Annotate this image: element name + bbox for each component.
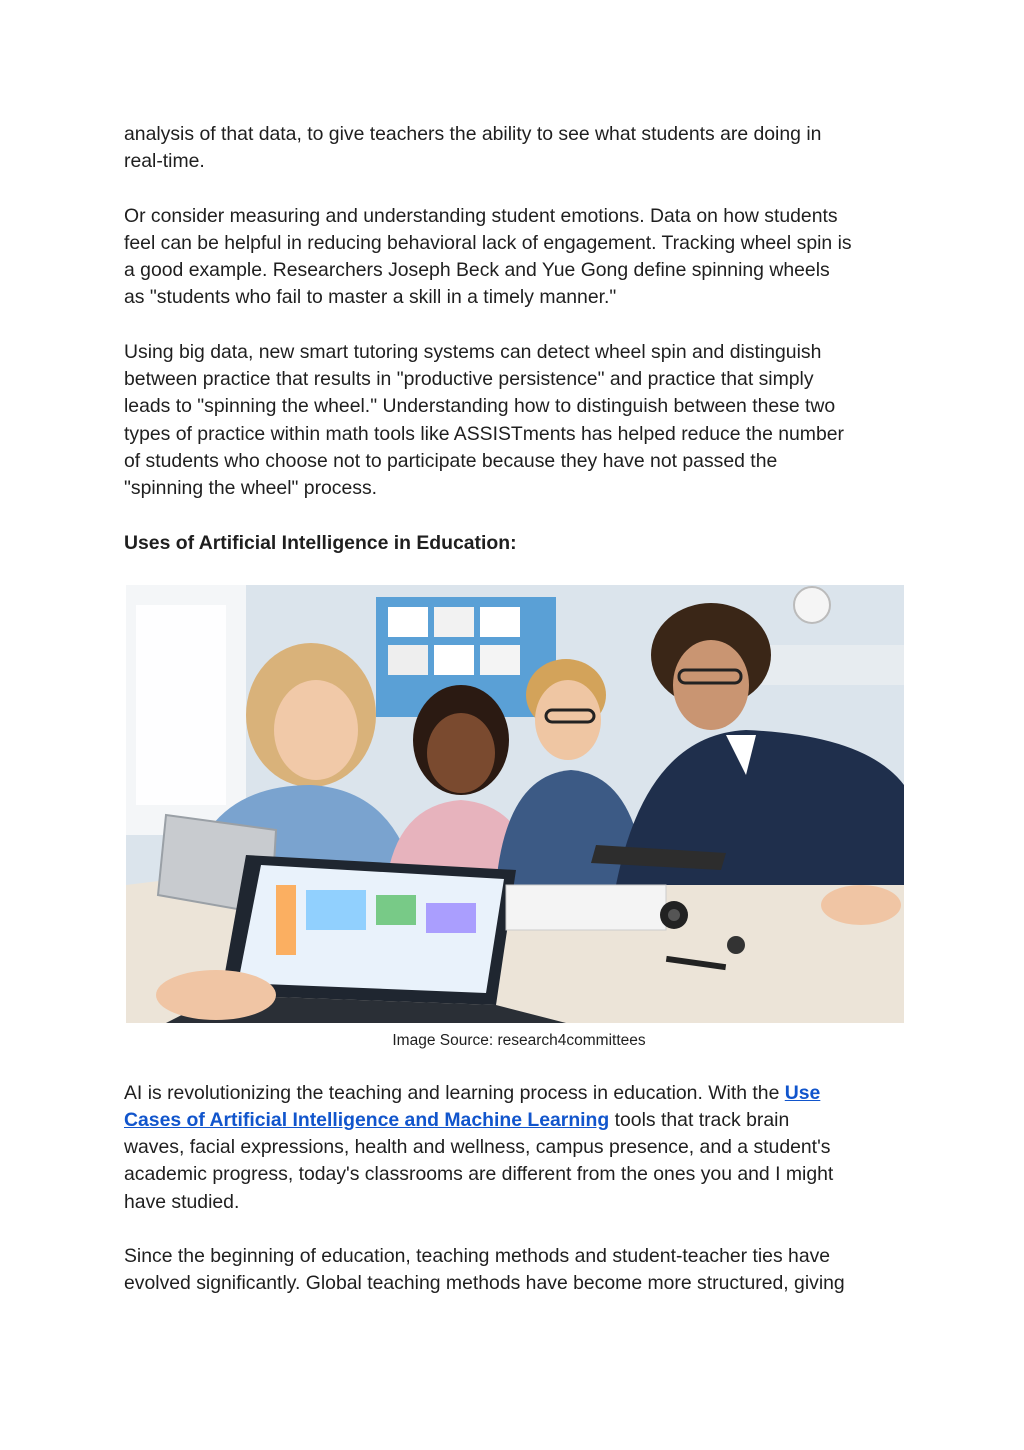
classroom-illustration xyxy=(126,585,904,1023)
text-line: a good example. Researchers Joseph Beck and Yue Gong define spinning wheels xyxy=(124,259,830,282)
text-line: between practice that results in "productive persistence" and practice that simply xyxy=(124,368,814,391)
text-line: Or consider measuring and understanding student emotions. Data on how students xyxy=(124,204,838,227)
text-line xyxy=(124,1080,914,1107)
use-cases-link-continued[interactable]: Cases of Artificial Intelligence and Machine Learning xyxy=(124,1108,610,1131)
text-line: real-time. xyxy=(124,150,205,173)
text-line: leads to "spinning the wheel." Understanding how to distinguish between these two xyxy=(124,395,836,418)
text-line: types of practice within math tools like ASSISTments has helped reduce the number xyxy=(124,422,844,445)
text-line: analysis of that data, to give teachers the ability to see what students are doing in xyxy=(124,123,822,145)
text-line: "spinning the wheel" process. xyxy=(124,477,378,500)
image-caption: Image Source: research4committees xyxy=(392,1031,646,1049)
text-line: Using big data, new smart tutoring systems can detect wheel spin and distinguish xyxy=(124,340,822,363)
paragraph-big-data xyxy=(124,339,914,503)
text-line: Since the beginning of education, teaching methods and student-teacher ties have xyxy=(124,1245,831,1268)
text-segment: tools that track brain xyxy=(609,1108,790,1131)
text-line: academic progress, today's classrooms are different from the ones you and I might xyxy=(124,1163,834,1186)
section-heading: Uses of Artificial Intelligence in Education: xyxy=(124,531,517,554)
paragraph-ai-revolution xyxy=(124,1080,914,1216)
text-line: as "students who fail to master a skill in a timely manner." xyxy=(124,286,617,309)
paragraph-student-emotions xyxy=(124,203,914,312)
paragraph-teaching-methods xyxy=(124,1243,914,1298)
text-line: of students who choose not to participate because they have not passed the xyxy=(124,449,778,472)
text-line: feel can be helpful in reducing behavioral lack of engagement. Tracking wheel spin is xyxy=(124,231,852,254)
classroom-photo xyxy=(126,585,904,1023)
text-line xyxy=(124,1107,914,1134)
paragraph-data-analysis xyxy=(124,121,914,176)
text-line: waves, facial expressions, health and wellness, campus presence, and a student's xyxy=(124,1136,831,1159)
text-line: evolved significantly. Global teaching methods have become more structured, giving xyxy=(124,1272,845,1295)
document-page xyxy=(124,121,914,1325)
use-cases-link[interactable]: Use xyxy=(784,1081,821,1104)
text-segment: AI is revolutionizing the teaching and learning process in education. With the xyxy=(124,1081,785,1104)
text-line: have studied. xyxy=(124,1190,240,1213)
